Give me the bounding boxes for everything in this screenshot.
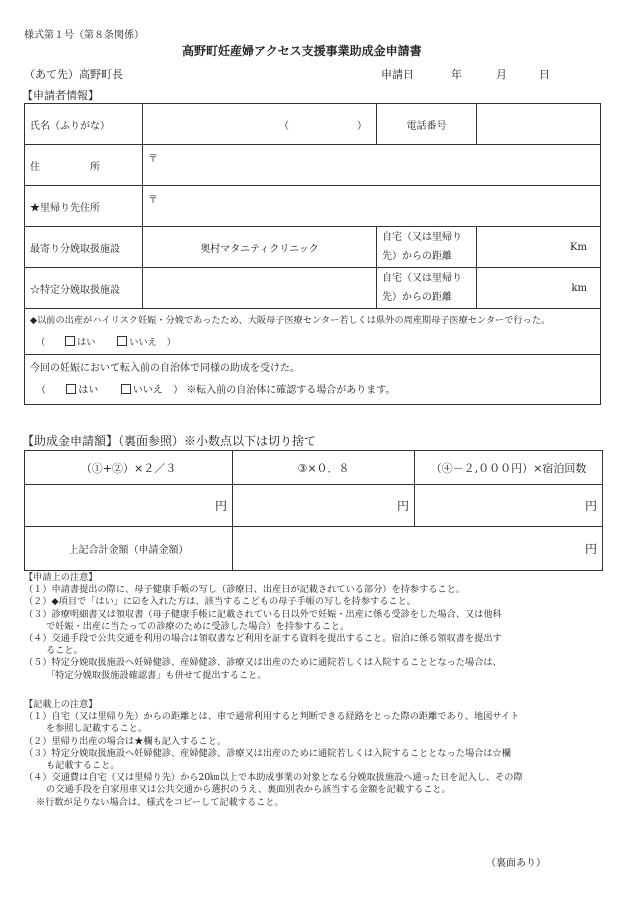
transfer-yes-label: はい xyxy=(78,384,99,396)
entry-note-1: （１）自宅（又は里帰り先）からの距離とは、車で通常利用すると判断できる経路をとった際の距離であり、地図サイト xyxy=(24,711,520,723)
distance-label-1-line1: 自宅（又は里帰り xyxy=(382,232,462,243)
special-facility-field[interactable] xyxy=(143,268,377,309)
postal-mark: 〒 xyxy=(148,154,158,165)
transfer-close: ） xyxy=(173,384,184,396)
date-year: 年 xyxy=(451,68,462,81)
transfer-note: ※転入前の自治体に確認する場合があります。 xyxy=(186,384,396,396)
hometown-address-field[interactable] xyxy=(143,186,601,227)
entry-note-copy: ※行数が足りない場合は、様式をコピーして記載すること。 xyxy=(36,796,284,808)
distance-unit-2: km xyxy=(571,282,587,294)
date-day: 日 xyxy=(539,68,550,81)
distance-label-2 xyxy=(377,268,477,309)
transfer-open: （ xyxy=(36,384,46,396)
high-risk-row xyxy=(25,309,601,355)
application-note-4-cont: ること。 xyxy=(46,645,83,657)
entry-note-3-cont: も記載すること。 xyxy=(46,760,120,772)
grant-col1-header: （①+②）×２／３ xyxy=(25,451,233,485)
transfer-yes-checkbox[interactable] xyxy=(66,384,76,394)
grant-col2-yen: 円 xyxy=(396,499,409,513)
distance-label-1 xyxy=(377,227,477,268)
application-notes xyxy=(24,572,620,682)
application-note-4: （４）交通手段で公共交通を利用の場合は領収書など利用を証する資料を提出すること。宿泊に係る領収書を提出す xyxy=(24,633,502,645)
transfer-no-label: いいえ xyxy=(132,384,163,396)
applicant-table xyxy=(24,103,601,405)
grant-col3-header: （④－２,０００円）×宿泊回数 xyxy=(415,451,603,485)
grant-col3-amount[interactable] xyxy=(415,485,603,527)
high-risk-no-label: いいえ xyxy=(129,336,157,348)
address-field[interactable] xyxy=(143,145,601,186)
distance-label-2-line1: 自宅（又は里帰り xyxy=(382,273,462,284)
grant-table xyxy=(24,450,603,571)
entry-notes-heading: 【記載上の注意】 xyxy=(24,699,98,710)
form-number: 様式第１号（第８条関係） xyxy=(24,30,144,41)
name-paren-open: （ xyxy=(279,121,289,132)
grant-total-amount[interactable] xyxy=(233,527,603,571)
distance-label-1-line2: 先）からの距離 xyxy=(382,251,452,262)
application-note-1: （１）申請書提出の際に、母子健康手帳の写し（診療日、出産日が記載されている部分）を持参すること。 xyxy=(24,584,465,596)
phone-label: 電話番号 xyxy=(377,104,477,145)
date-label: 申請日 xyxy=(381,68,414,81)
entry-note-3: （３）特定分娩取扱施設へ妊婦健診、産婦健診、診療又は出産のために通院若しくは入院することとなった場合は☆欄 xyxy=(24,747,511,759)
name-paren-close: ） xyxy=(357,121,367,132)
nearest-facility-label: 最寄り分娩取扱施設 xyxy=(25,227,143,268)
grant-total-label: 上記合計金額（申請金額） xyxy=(25,527,233,571)
high-risk-no-checkbox[interactable] xyxy=(117,336,127,346)
high-risk-question: ◆以前の出産がハイリスク妊娠・分娩であったため、大阪母子医療センター若しくは県外の周産期母子医療センターで行った。 xyxy=(30,314,551,326)
grant-col2-amount[interactable] xyxy=(233,485,415,527)
name-field[interactable] xyxy=(143,104,377,145)
application-notes-heading: 【申請上の注意】 xyxy=(24,572,98,583)
addressee: （あて先）高野町長 xyxy=(24,68,123,81)
grant-total-yen: 円 xyxy=(584,542,597,556)
application-note-2: （２）◆項目で「はい」に☑を入れた方は、該当するこどもの母子手帳の写しを持参すること。 xyxy=(24,596,416,608)
form-title: 高野町妊産婦アクセス支援事業助成金申請書 xyxy=(182,44,422,58)
grant-col2-header: ③×０．８ xyxy=(233,451,415,485)
application-note-3-cont: で妊娠・出産に当たっての診療のために受診した場合）を持参すること。 xyxy=(46,620,350,632)
applicant-heading: 【申請者情報】 xyxy=(22,89,99,102)
high-risk-yes-label: はい xyxy=(77,336,96,348)
application-note-3: （３）診療明細書又は領収書（母子健康手帳に記載されている日以外で妊娠・出産に係る受診をした場合、又は他科 xyxy=(24,608,502,620)
grant-col1-amount[interactable] xyxy=(25,485,233,527)
name-label: 氏名（ふりがな） xyxy=(25,104,143,145)
distance-label-2-line2: 先）からの距離 xyxy=(382,292,452,303)
date-month: 月 xyxy=(496,68,507,81)
application-note-5: （５）特定分娩取扱施設へ妊婦健診、産婦健診、診療又は出産のために通院若しくは入院することとなった場合は、 xyxy=(24,657,502,669)
high-risk-yes-checkbox[interactable] xyxy=(65,336,75,346)
grant-col3-yen: 円 xyxy=(584,499,597,513)
transfer-question: 今回の妊娠において転入前の自治体で同様の助成を受けた。 xyxy=(30,362,300,374)
hometown-postal-mark: 〒 xyxy=(148,195,158,206)
date-line xyxy=(381,66,550,82)
back-note: （裏面あり） xyxy=(486,858,546,869)
high-risk-close: ） xyxy=(166,336,176,348)
transfer-no-checkbox[interactable] xyxy=(121,384,131,394)
nearest-facility-name[interactable]: 奥村マタニティクリニック xyxy=(143,227,377,268)
high-risk-open: （ xyxy=(36,336,46,348)
distance-field-1[interactable] xyxy=(477,227,601,268)
special-facility-label: ☆特定分娩取扱施設 xyxy=(25,268,143,309)
distance-unit-1: Km xyxy=(570,241,587,253)
entry-note-1-cont: を参照し記載すること。 xyxy=(46,723,148,735)
hometown-address-label: ★里帰り先住所 xyxy=(25,186,143,227)
address-label: 住 所 xyxy=(25,145,143,186)
grant-col1-yen: 円 xyxy=(214,499,227,513)
phone-field[interactable] xyxy=(477,104,601,145)
entry-note-4-cont: の交通手段を自家用車又は公共交通から選択のうえ、裏面別表から該当する金額を記載すること。 xyxy=(46,784,451,796)
transfer-choices xyxy=(30,380,595,402)
entry-note-2: （２）里帰り出産の場合は★欄も記入すること。 xyxy=(24,735,227,747)
distance-field-2[interactable] xyxy=(477,268,601,309)
transfer-row xyxy=(25,355,601,405)
entry-note-4: （４）交通費は自宅（又は里帰り先）から20㎞以上で本助成事業の対象となる分娩取扱施設へ通った日を記入し、その際 xyxy=(24,772,523,784)
grant-heading: 【助成金申請額】（裏面参照）※小数点以下は切り捨て xyxy=(22,434,317,448)
entry-notes xyxy=(24,699,620,809)
high-risk-choices xyxy=(30,332,595,354)
application-note-5-cont: 「特定分娩取扱施設確認書」も併せて提出すること。 xyxy=(46,669,267,681)
